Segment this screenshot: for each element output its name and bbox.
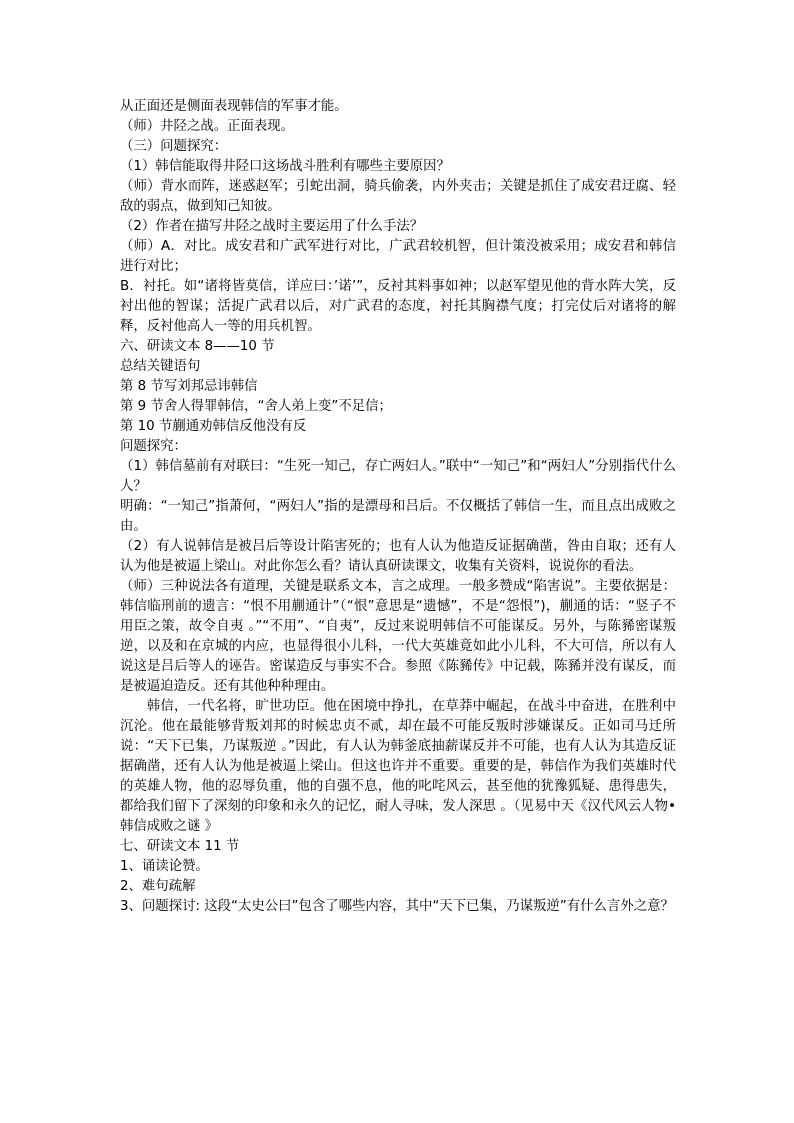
answer: （师）三种说法各有道理，关键是联系文本，言之成理。一般多赞成“陷害说”。主要依据是：韩信临刑前的遗言：“恨不用蒯通计”（“恨”意思是“遗憾”，不是“怨恨”)，蒯通的话：“竖子不用臣之策，故令自夷 。”“不用”、“自夷”，反过来说明韩信不可能谋反。另外，与陈豨密谋叛逆，以及和在京城的内应，也显得很小儿科，一代大英雄竟如此小儿科，不大可信，所以有人说这是吕后等人的诬告。密谋造反与事实不合。参照《陈豨传》中记载，陈豨并没有谋反，而是被逼迫造反。还有其他种种理由。 (120, 579, 676, 694)
question: （1）韩信能取得井陉口这场战斗胜利有哪些主要原因？ (120, 159, 450, 174)
answer: （师）A．对比。成安君和广武军进行对比，广武君较机智，但计策没被采用；成安君和韩信进行对比； (120, 239, 676, 274)
paragraph: 韩信，一代名将，旷世功臣。他在困境中挣扎，在草莽中崛起，在战斗中奋进，在胜利中沉沦。他在最能够背叛刘邦的时候忠贞不贰，却在最不可能反叛时涉嫌谋反。正如司马迁所说：“天下已集，乃谋叛逆 。”因此，有人认为韩釜底抽薪谋反并不可能，也有人认为其造反证据确凿，还有人认为他是被逼上梁山。但这也许并不重要。重要的是，韩信作为我们英雄时代的英雄人物，他的忍辱负重，他的自强不息，他的叱咤风云，甚至他的犹豫狐疑、患得患失，都给我们留下了深刻的印象和永久的记忆，耐人寻味，发人深思 。（见易中天《汉代风云人物•韩信成败之谜 》 (120, 699, 676, 834)
paragraph: （师）井陉之战。正面表现。 (120, 119, 295, 134)
question: （2）作者在描写井陉之战时主要运用了什么手法？ (120, 219, 424, 234)
paragraph: 从正面还是侧面表现韩信的军事才能。 (120, 99, 348, 114)
section-heading: 七、研读文本 11 节 (120, 839, 240, 854)
answer: 明确：“一知己”指萧何，“两妇人”指的是漂母和吕后。不仅概括了韩信一生，而且点出成败之由。 (120, 499, 676, 534)
section-heading: 问题探究： (120, 439, 187, 454)
section-heading: （三）问题探究： (120, 139, 228, 154)
answer: B．衬托。如“诸将皆莫信，详应曰：’诺’”，反衬其料事如神；以赵军望见他的背水阵大笑，反衬出他的智谋；活捉广武君以后，对广武君的态度，衬托其胸襟气度；打完仗后对诸将的解释，反衬他高人一等的用兵机智。 (120, 279, 676, 334)
question: （2）有人说韩信是被吕后等设计陷害死的；也有人认为他造反证据确凿，咎由自取；还有人认为他是被逼上梁山。对此你怎么看？请认真研读课文，收集有关资料，说说你的看法。 (120, 539, 676, 574)
list-item: 1、诵读论赞。 (120, 859, 209, 874)
paragraph: 第 9 节舍人得罪韩信，“舍人弟上变”不足信； (120, 399, 392, 414)
document-body (120, 97, 676, 917)
answer: （师）背水而阵，迷惑赵军；引蛇出洞，骑兵偷袭，内外夹击；关键是抓住了成安君迂腐、轻敌的弱点，做到知己知彼。 (120, 179, 676, 214)
paragraph: 总结关键语句 (120, 359, 201, 374)
section-heading: 六、研读文本 8——10 节 (120, 339, 275, 354)
list-item: 3、问题探讨: 这段“太史公曰”包含了哪些内容，其中“天下已集，乃谋叛逆”有什么言外之意？ (120, 899, 674, 914)
paragraph: 第 10 节蒯通劝韩信反他没有反 (120, 419, 307, 434)
question: （1）韩信墓前有对联曰：“生死一知己，存亡两妇人。”联中“一知己”和“两妇人”分别指代什么人？ (120, 459, 676, 494)
list-item: 2、难句疏解 (120, 879, 196, 894)
paragraph: 第 8 节写刘邦忌讳韩信 (120, 379, 258, 394)
